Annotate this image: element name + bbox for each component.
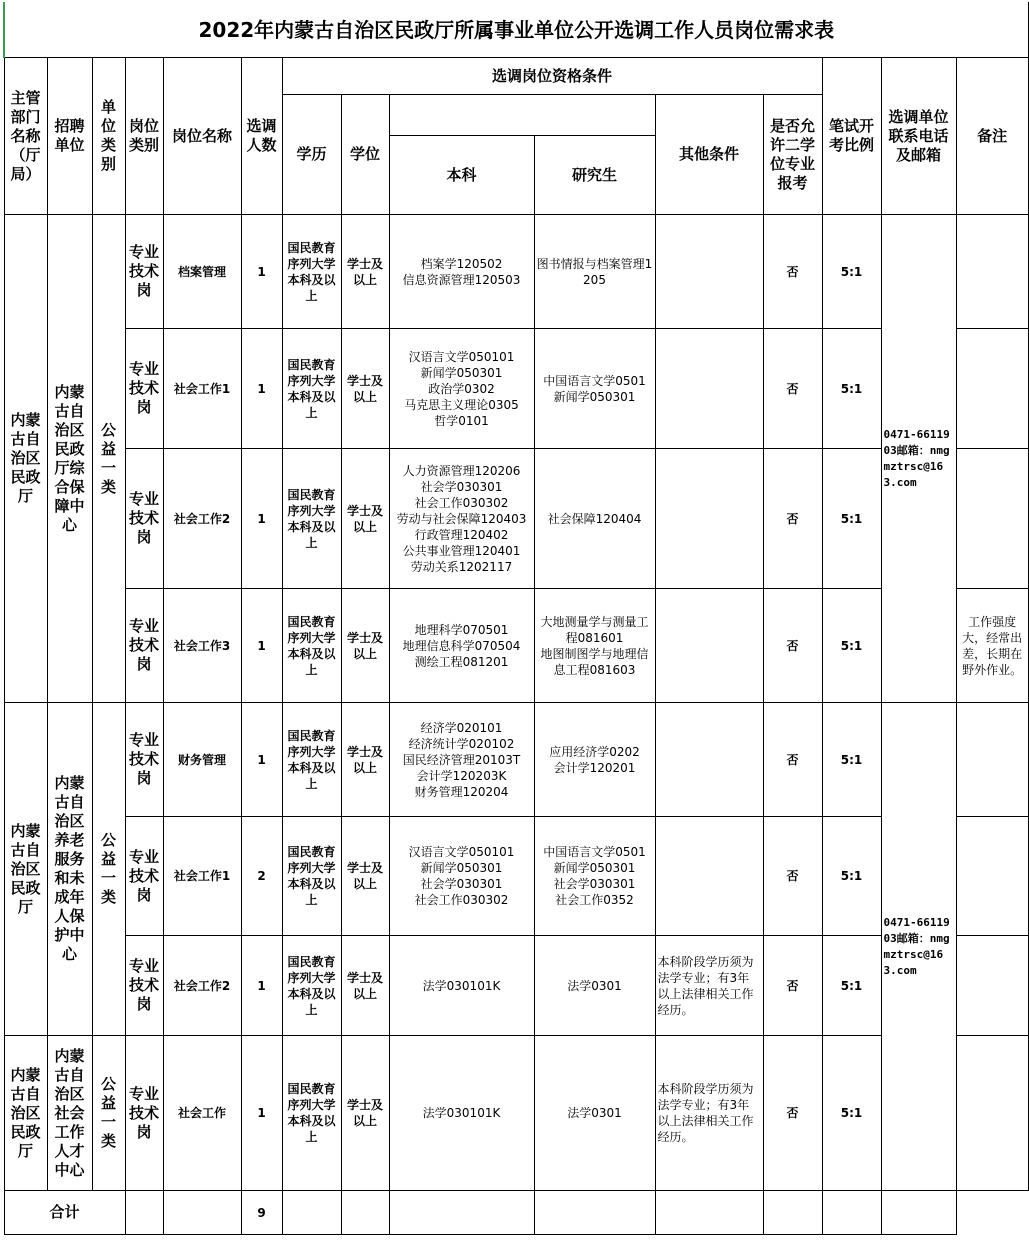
post-type-cell: 专业技术岗 (125, 817, 163, 936)
table-row (4, 449, 1028, 589)
ratio-cell: 5:1 (822, 817, 881, 936)
second-degree-cell: 否 (763, 589, 822, 703)
other-cell: 本科阶段学历须为法学专业；有3年以上法律相关工作经历。 (655, 936, 763, 1036)
undergrad-cell: 汉语言文学050101 新闻学050301 政治学0302 马克思主义理论0305 哲学0101 (389, 329, 534, 449)
second-degree-cell: 否 (763, 329, 822, 449)
total-blank-cell (282, 1191, 341, 1235)
table-row (4, 215, 1028, 329)
other-cell (655, 215, 763, 329)
graduate-cell: 应用经济学0202 会计学120201 (534, 703, 655, 817)
degree-cell: 学士及以上 (341, 449, 389, 589)
table-row (4, 936, 1028, 1036)
header-unit-type: 单位类别 (92, 58, 125, 215)
education-cell: 国民教育序列大学本科及以上 (282, 936, 341, 1036)
unit-type-cell: 公益一类 (92, 215, 125, 703)
second-degree-cell: 否 (763, 703, 822, 817)
header-post-name: 岗位名称 (163, 58, 241, 215)
remark-cell (956, 936, 1028, 1036)
degree-cell: 学士及以上 (341, 1036, 389, 1191)
post-name-cell: 财务管理 (163, 703, 241, 817)
header-second-degree: 是否允许二学位专业报考 (763, 95, 822, 215)
header-major-blank (389, 95, 655, 136)
remark-cell (956, 329, 1028, 449)
header-qualifications: 选调岗位资格条件 (282, 58, 822, 95)
education-cell: 国民教育序列大学本科及以上 (282, 215, 341, 329)
other-cell: 本科阶段学历须为法学专业；有3年以上法律相关工作经历。 (655, 1036, 763, 1191)
undergrad-cell: 法学030101K (389, 936, 534, 1036)
unit-cell: 内蒙古自治区社会工作人才中心 (47, 1036, 92, 1191)
header-education: 学历 (282, 95, 341, 215)
table-row (4, 703, 1028, 817)
post-type-cell: 专业技术岗 (125, 1036, 163, 1191)
post-name-cell: 社会工作2 (163, 449, 241, 589)
total-blank-cell (125, 1191, 163, 1235)
post-name-cell: 社会工作 (163, 1036, 241, 1191)
count-cell: 1 (241, 329, 282, 449)
header-graduate: 研究生 (534, 136, 655, 215)
remark-cell (956, 817, 1028, 936)
undergrad-cell: 汉语言文学050101 新闻学050301 社会学030301 社会工作030302 (389, 817, 534, 936)
graduate-cell: 大地测量学与测量工程081601 地图制图学与地理信息工程081603 (534, 589, 655, 703)
count-cell: 1 (241, 215, 282, 329)
total-count: 9 (241, 1191, 282, 1235)
count-cell: 1 (241, 589, 282, 703)
other-cell (655, 817, 763, 936)
ratio-cell: 5:1 (822, 215, 881, 329)
post-type-cell: 专业技术岗 (125, 703, 163, 817)
header-remark: 备注 (956, 58, 1028, 215)
ratio-cell: 5:1 (822, 449, 881, 589)
degree-cell: 学士及以上 (341, 589, 389, 703)
dept-cell: 内蒙古自治区民政厅 (4, 703, 47, 1036)
other-cell (655, 589, 763, 703)
second-degree-cell: 否 (763, 215, 822, 329)
total-blank-cell (389, 1191, 534, 1235)
post-type-cell: 专业技术岗 (125, 329, 163, 449)
post-name-cell: 社会工作1 (163, 329, 241, 449)
graduate-cell: 图书情报与档案管理1205 (534, 215, 655, 329)
post-type-cell: 专业技术岗 (125, 589, 163, 703)
post-name-cell: 社会工作2 (163, 936, 241, 1036)
remark-cell (956, 215, 1028, 329)
education-cell: 国民教育序列大学本科及以上 (282, 329, 341, 449)
remark-cell: 工作强度大，经常出差，长期在野外作业。 (956, 589, 1028, 703)
page-title: 2022年内蒙古自治区民政厅所属事业单位公开选调工作人员岗位需求表 (4, 2, 1028, 58)
total-blank-cell (655, 1191, 763, 1235)
total-blank-cell (822, 1191, 881, 1235)
undergrad-cell: 经济学020101 经济统计学020102 国民经济管理20103T 会计学120203K 财务管理120204 (389, 703, 534, 817)
unit-type-cell: 公益一类 (92, 1036, 125, 1191)
ratio-cell: 5:1 (822, 589, 881, 703)
count-cell: 1 (241, 1036, 282, 1191)
second-degree-cell: 否 (763, 1036, 822, 1191)
requirements-sheet (3, 2, 1027, 1238)
unit-cell: 内蒙古自治区养老服务和未成年人保护中心 (47, 703, 92, 1036)
count-cell: 1 (241, 936, 282, 1036)
header-degree: 学位 (341, 95, 389, 215)
table-row (4, 817, 1028, 936)
table-row (4, 329, 1028, 449)
undergrad-cell: 档案学120502 信息资源管理120503 (389, 215, 534, 329)
contact-cell: 0471-6611903邮箱：nmgmztrsc@163.com (881, 215, 956, 703)
graduate-cell: 法学0301 (534, 936, 655, 1036)
table-row (4, 589, 1028, 703)
requirements-table (3, 2, 1029, 1235)
graduate-cell: 法学0301 (534, 1036, 655, 1191)
post-name-cell: 档案管理 (163, 215, 241, 329)
degree-cell: 学士及以上 (341, 215, 389, 329)
post-type-cell: 专业技术岗 (125, 215, 163, 329)
ratio-cell: 5:1 (822, 936, 881, 1036)
second-degree-cell: 否 (763, 936, 822, 1036)
header-other: 其他条件 (655, 95, 763, 215)
post-name-cell: 社会工作1 (163, 817, 241, 936)
post-type-cell: 专业技术岗 (125, 449, 163, 589)
education-cell: 国民教育序列大学本科及以上 (282, 703, 341, 817)
undergrad-cell: 人力资源管理120206 社会学030301 社会工作030302 劳动与社会保障120403 行政管理120402 公共事业管理120401 劳动关系1202117 (389, 449, 534, 589)
second-degree-cell: 否 (763, 817, 822, 936)
header-undergrad: 本科 (389, 136, 534, 215)
table-row (4, 1036, 1028, 1191)
other-cell (655, 703, 763, 817)
education-cell: 国民教育序列大学本科及以上 (282, 449, 341, 589)
remark-cell (956, 1036, 1028, 1191)
degree-cell: 学士及以上 (341, 329, 389, 449)
total-blank-cell (881, 1191, 956, 1235)
total-row (4, 1191, 1028, 1235)
degree-cell: 学士及以上 (341, 817, 389, 936)
graduate-cell: 社会保障120404 (534, 449, 655, 589)
total-blank-cell (163, 1191, 241, 1235)
header-post-type: 岗位类别 (125, 58, 163, 215)
remark-cell (956, 449, 1028, 589)
header-count: 选调人数 (241, 58, 282, 215)
second-degree-cell: 否 (763, 449, 822, 589)
header-ratio: 笔试开考比例 (822, 58, 881, 215)
count-cell: 1 (241, 703, 282, 817)
remark-cell (956, 703, 1028, 817)
count-cell: 2 (241, 817, 282, 936)
unit-cell: 内蒙古自治区民政厅综合保障中心 (47, 215, 92, 703)
total-blank-cell (534, 1191, 655, 1235)
total-blank-cell (763, 1191, 822, 1235)
graduate-cell: 中国语言文学0501 新闻学050301 (534, 329, 655, 449)
other-cell (655, 329, 763, 449)
graduate-cell: 中国语言文学0501 新闻学050301 社会学030301 社会工作0352 (534, 817, 655, 936)
education-cell: 国民教育序列大学本科及以上 (282, 589, 341, 703)
unit-type-cell: 公益一类 (92, 703, 125, 1036)
header-unit: 招聘单位 (47, 58, 92, 215)
post-type-cell: 专业技术岗 (125, 936, 163, 1036)
contact-cell: 0471-6611903邮箱：nmgmztrsc@163.com (881, 703, 956, 1191)
education-cell: 国民教育序列大学本科及以上 (282, 817, 341, 936)
undergrad-cell: 地理科学070501 地理信息科学070504 测绘工程081201 (389, 589, 534, 703)
total-blank-cell (341, 1191, 389, 1235)
dept-cell: 内蒙古自治区民政厅 (4, 215, 47, 703)
degree-cell: 学士及以上 (341, 936, 389, 1036)
header-contact: 选调单位联系电话及邮箱 (881, 58, 956, 215)
undergrad-cell: 法学030101K (389, 1036, 534, 1191)
header-dept: 主管部门名称（厅局） (4, 58, 47, 215)
total-label: 合计 (4, 1191, 125, 1235)
degree-cell: 学士及以上 (341, 703, 389, 817)
ratio-cell: 5:1 (822, 329, 881, 449)
post-name-cell: 社会工作3 (163, 589, 241, 703)
ratio-cell: 5:1 (822, 1036, 881, 1191)
ratio-cell: 5:1 (822, 703, 881, 817)
dept-cell: 内蒙古自治区民政厅 (4, 1036, 47, 1191)
education-cell: 国民教育序列大学本科及以上 (282, 1036, 341, 1191)
count-cell: 1 (241, 449, 282, 589)
other-cell (655, 449, 763, 589)
